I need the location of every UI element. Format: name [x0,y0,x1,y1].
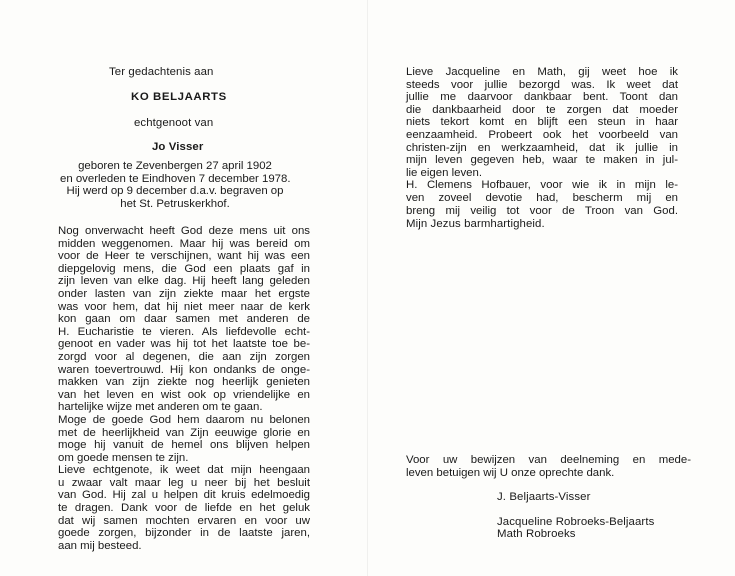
thanks-block [406,454,691,479]
body-line: aan mij besteed. [58,539,142,552]
thanks-line: Voor uw bewijzen van deelneming en mede- [406,454,691,466]
body-line: ven zoveel devotie had, bescherm mij en [406,191,678,204]
body-line: makken van zijn ziekte nog heerlijk genieten [58,376,310,389]
in-memory-line: Ter gedachtenis aan [109,66,214,78]
body-line: onder lasten van zijn ziekte maar het ergste [58,287,310,300]
dates-block [60,160,290,210]
body-line: Lieve Jacqueline en Math, gij weet hoe ik [406,66,678,78]
body-line: breng mij veilig tot voor de Troon van God. [406,204,678,217]
body-line: was voor hem, dat hij niet meer naar de kerk [58,300,310,313]
body-line: hartelijke wijze met anderen om te gaan. [58,401,263,414]
prayer-line: Mijn Jezus barmhartigheid. [406,218,545,230]
body-line: kon gaan om daar samen met anderen de [58,313,310,326]
body-line: waren toevertrouwd. Hij kon ondanks de onge- [58,363,310,376]
body-line: Nog onverwacht heeft God deze mens uit ons [58,225,310,237]
right-body-text [406,66,678,217]
dates-line: het St. Petruskerkhof. [120,197,230,210]
body-line: u zwaar valt maar leg u neer bij het besluit [58,476,310,489]
body-line: van het leven en wist ook op vriendelijke en [58,388,310,401]
signature-daughter: Jacqueline Robroeks-Beljaarts [497,516,655,528]
body-line: met de heerlijkheid van Zijn eeuwige glorie en [58,426,310,439]
thanks-line: leven betuigen wij U onze oprechte dank. [406,466,615,479]
deceased-name: KO BELJAARTS [131,91,227,103]
body-line: lie eigen leven. [406,166,482,179]
body-line: diepgelovig mens, die God een plaats gaf in [58,262,310,275]
body-line: steeds voor jullie bezorgd was. Ik weet dat [406,78,678,91]
spouse-of-line: echtgenoot van [134,117,214,129]
body-line: niets tekort komt en blijft een steun in haar [406,116,678,129]
body-line: genoot en vader was hij tot het laatste toe be- [58,338,310,351]
body-line: midden weggenomen. Maar hij was bereid om [58,237,310,250]
center-fold [367,0,368,576]
left-body-text [58,225,310,552]
signature-son-in-law: Math Robroeks [497,528,576,540]
body-line: moge hij vanuit de hemel ons blijven helpen [58,439,310,452]
body-line: christen-zijn en werkzaamheid, dat ik jullie in [406,141,678,154]
body-line: die dankbaarheid door te zorgen dat moeder [406,103,678,116]
body-line: eenzaamheid. Probeert ook het voorbeeld van [406,128,678,141]
body-line: H. Eucharistie te vieren. Als liefdevolle echt- [58,325,310,338]
body-line: voor de Heer te verschijnen, want hij was een [58,250,310,263]
dates-line: Hij werd op 9 december d.a.v. begraven op [66,185,284,198]
body-line: mijn leven gegeven heb, waar te maken in jul- [406,154,678,167]
dates-line: en overleden te Eindhoven 7 december 1978. [60,172,291,185]
body-line: jullie me daarvoor dankbaar bent. Toont dan [406,91,678,104]
body-line: dat wij samen mochten ervaren en voor uw [58,514,310,527]
body-line: om goede mensen te zijn. [58,451,189,464]
signature-widow: J. Beljaarts-Visser [497,491,591,503]
dates-line: geboren te Zevenbergen 27 april 1902 [78,160,272,172]
body-line: Lieve echtgenote, ik weet dat mijn heengaan [58,464,310,477]
body-line: van God. Hij zal u helpen dit kruis edelmoedig [58,489,310,502]
body-line: zorgd voor al degenen, die aan zijn zorgen [58,350,310,363]
body-line: goede zorgen, bijzonder in de laatste jaren, [58,527,310,540]
body-line: H. Clemens Hofbauer, voor wie ik in mijn le- [406,179,678,192]
spouse-name: Jo Visser [152,141,204,153]
body-line: zijn leven van elke dag. Hij heeft lang geleden [58,275,310,288]
body-line: Moge de goede God hem daarom nu belonen [58,413,310,426]
body-line: te dragen. Dank voor de liefde en het geluk [58,502,310,515]
